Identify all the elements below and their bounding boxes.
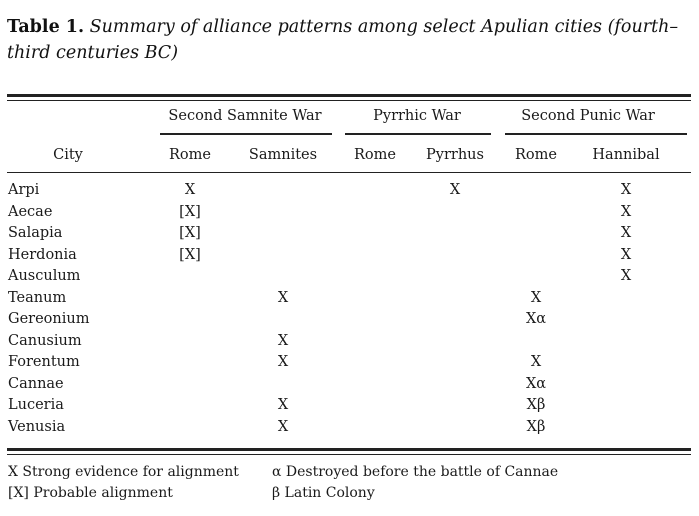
header-war-2-side-1: Rome bbox=[354, 147, 396, 163]
mark-ss-rome: [X] bbox=[179, 225, 201, 241]
legend-strong: X Strong evidence for alignment bbox=[8, 464, 239, 480]
war-2-underline bbox=[345, 133, 491, 135]
mark-ss-samnites: X bbox=[277, 354, 289, 370]
mark-ss-samnites: X bbox=[277, 289, 289, 306]
top-rule-thin bbox=[7, 100, 691, 101]
top-rule-thick bbox=[7, 94, 691, 97]
mark-spw-hannibal: X bbox=[620, 246, 632, 263]
header-bottom-rule bbox=[7, 172, 691, 173]
row-city-name: Canusium bbox=[8, 332, 82, 349]
war-1-underline bbox=[160, 133, 332, 135]
table-caption bbox=[7, 14, 687, 66]
mark-spw-rome: Xα bbox=[525, 375, 547, 392]
row-city-name: Forentum bbox=[8, 354, 80, 370]
header-war-2-side-2: Pyrrhus bbox=[426, 147, 484, 163]
row-city-name: Gereonium bbox=[8, 311, 90, 327]
mark-spw-hannibal: X bbox=[620, 203, 632, 220]
row-city-name: Luceria bbox=[8, 397, 64, 413]
legend-destroyed: α Destroyed before the battle of Cannae bbox=[272, 464, 559, 480]
row-city-name: Venusia bbox=[8, 418, 66, 435]
table-title: Summary of alliance patterns among select Apulian cities (fourth–third centuries BC) bbox=[7, 17, 679, 63]
header-war-2: Pyrrhic War bbox=[373, 108, 461, 124]
row-city-name: Herdonia bbox=[8, 246, 77, 263]
mark-ss-rome: X bbox=[184, 182, 196, 198]
header-war-3: Second Punic War bbox=[521, 108, 655, 124]
mark-spw-rome: Xβ bbox=[526, 397, 546, 413]
war-3-underline bbox=[505, 133, 687, 135]
mark-ss-samnites: X bbox=[277, 418, 289, 435]
row-city-name: Cannae bbox=[8, 375, 64, 392]
header-war-3-side-2: Hannibal bbox=[592, 147, 660, 163]
row-city-name: Aecae bbox=[8, 203, 53, 220]
header-war-1-side-2: Samnites bbox=[248, 147, 318, 163]
header-war-1-side-1: Rome bbox=[169, 147, 211, 163]
row-city-name: Teanum bbox=[8, 289, 67, 306]
mark-ss-rome: [X] bbox=[179, 246, 201, 263]
mark-spw-hannibal: X bbox=[620, 268, 632, 284]
mark-spw-hannibal: X bbox=[620, 182, 632, 198]
mark-spw-rome: X bbox=[530, 354, 542, 370]
mark-spw-rome: X bbox=[530, 289, 542, 306]
mark-spw-hannibal: X bbox=[620, 225, 632, 241]
header-city: City bbox=[53, 147, 83, 163]
bottom-rule-thin bbox=[7, 454, 691, 455]
mark-ss-rome: [X] bbox=[179, 203, 201, 220]
header-war-1: Second Samnite War bbox=[168, 108, 322, 124]
bottom-rule-thick bbox=[7, 448, 691, 451]
row-city-name: Arpi bbox=[8, 182, 40, 198]
legend-latin-colony: β Latin Colony bbox=[272, 485, 375, 501]
table-label: Table 1. bbox=[7, 17, 85, 37]
row-city-name: Salapia bbox=[8, 225, 63, 241]
mark-spw-rome: Xβ bbox=[526, 418, 546, 435]
header-war-3-side-1: Rome bbox=[515, 147, 557, 163]
mark-pw-pyrrhus: X bbox=[449, 182, 461, 198]
row-city-name: Ausculum bbox=[8, 268, 81, 284]
mark-ss-samnites: X bbox=[277, 397, 289, 413]
legend-probable: [X] Probable alignment bbox=[8, 485, 173, 501]
mark-ss-samnites: X bbox=[277, 332, 289, 349]
mark-spw-rome: Xα bbox=[525, 311, 547, 327]
